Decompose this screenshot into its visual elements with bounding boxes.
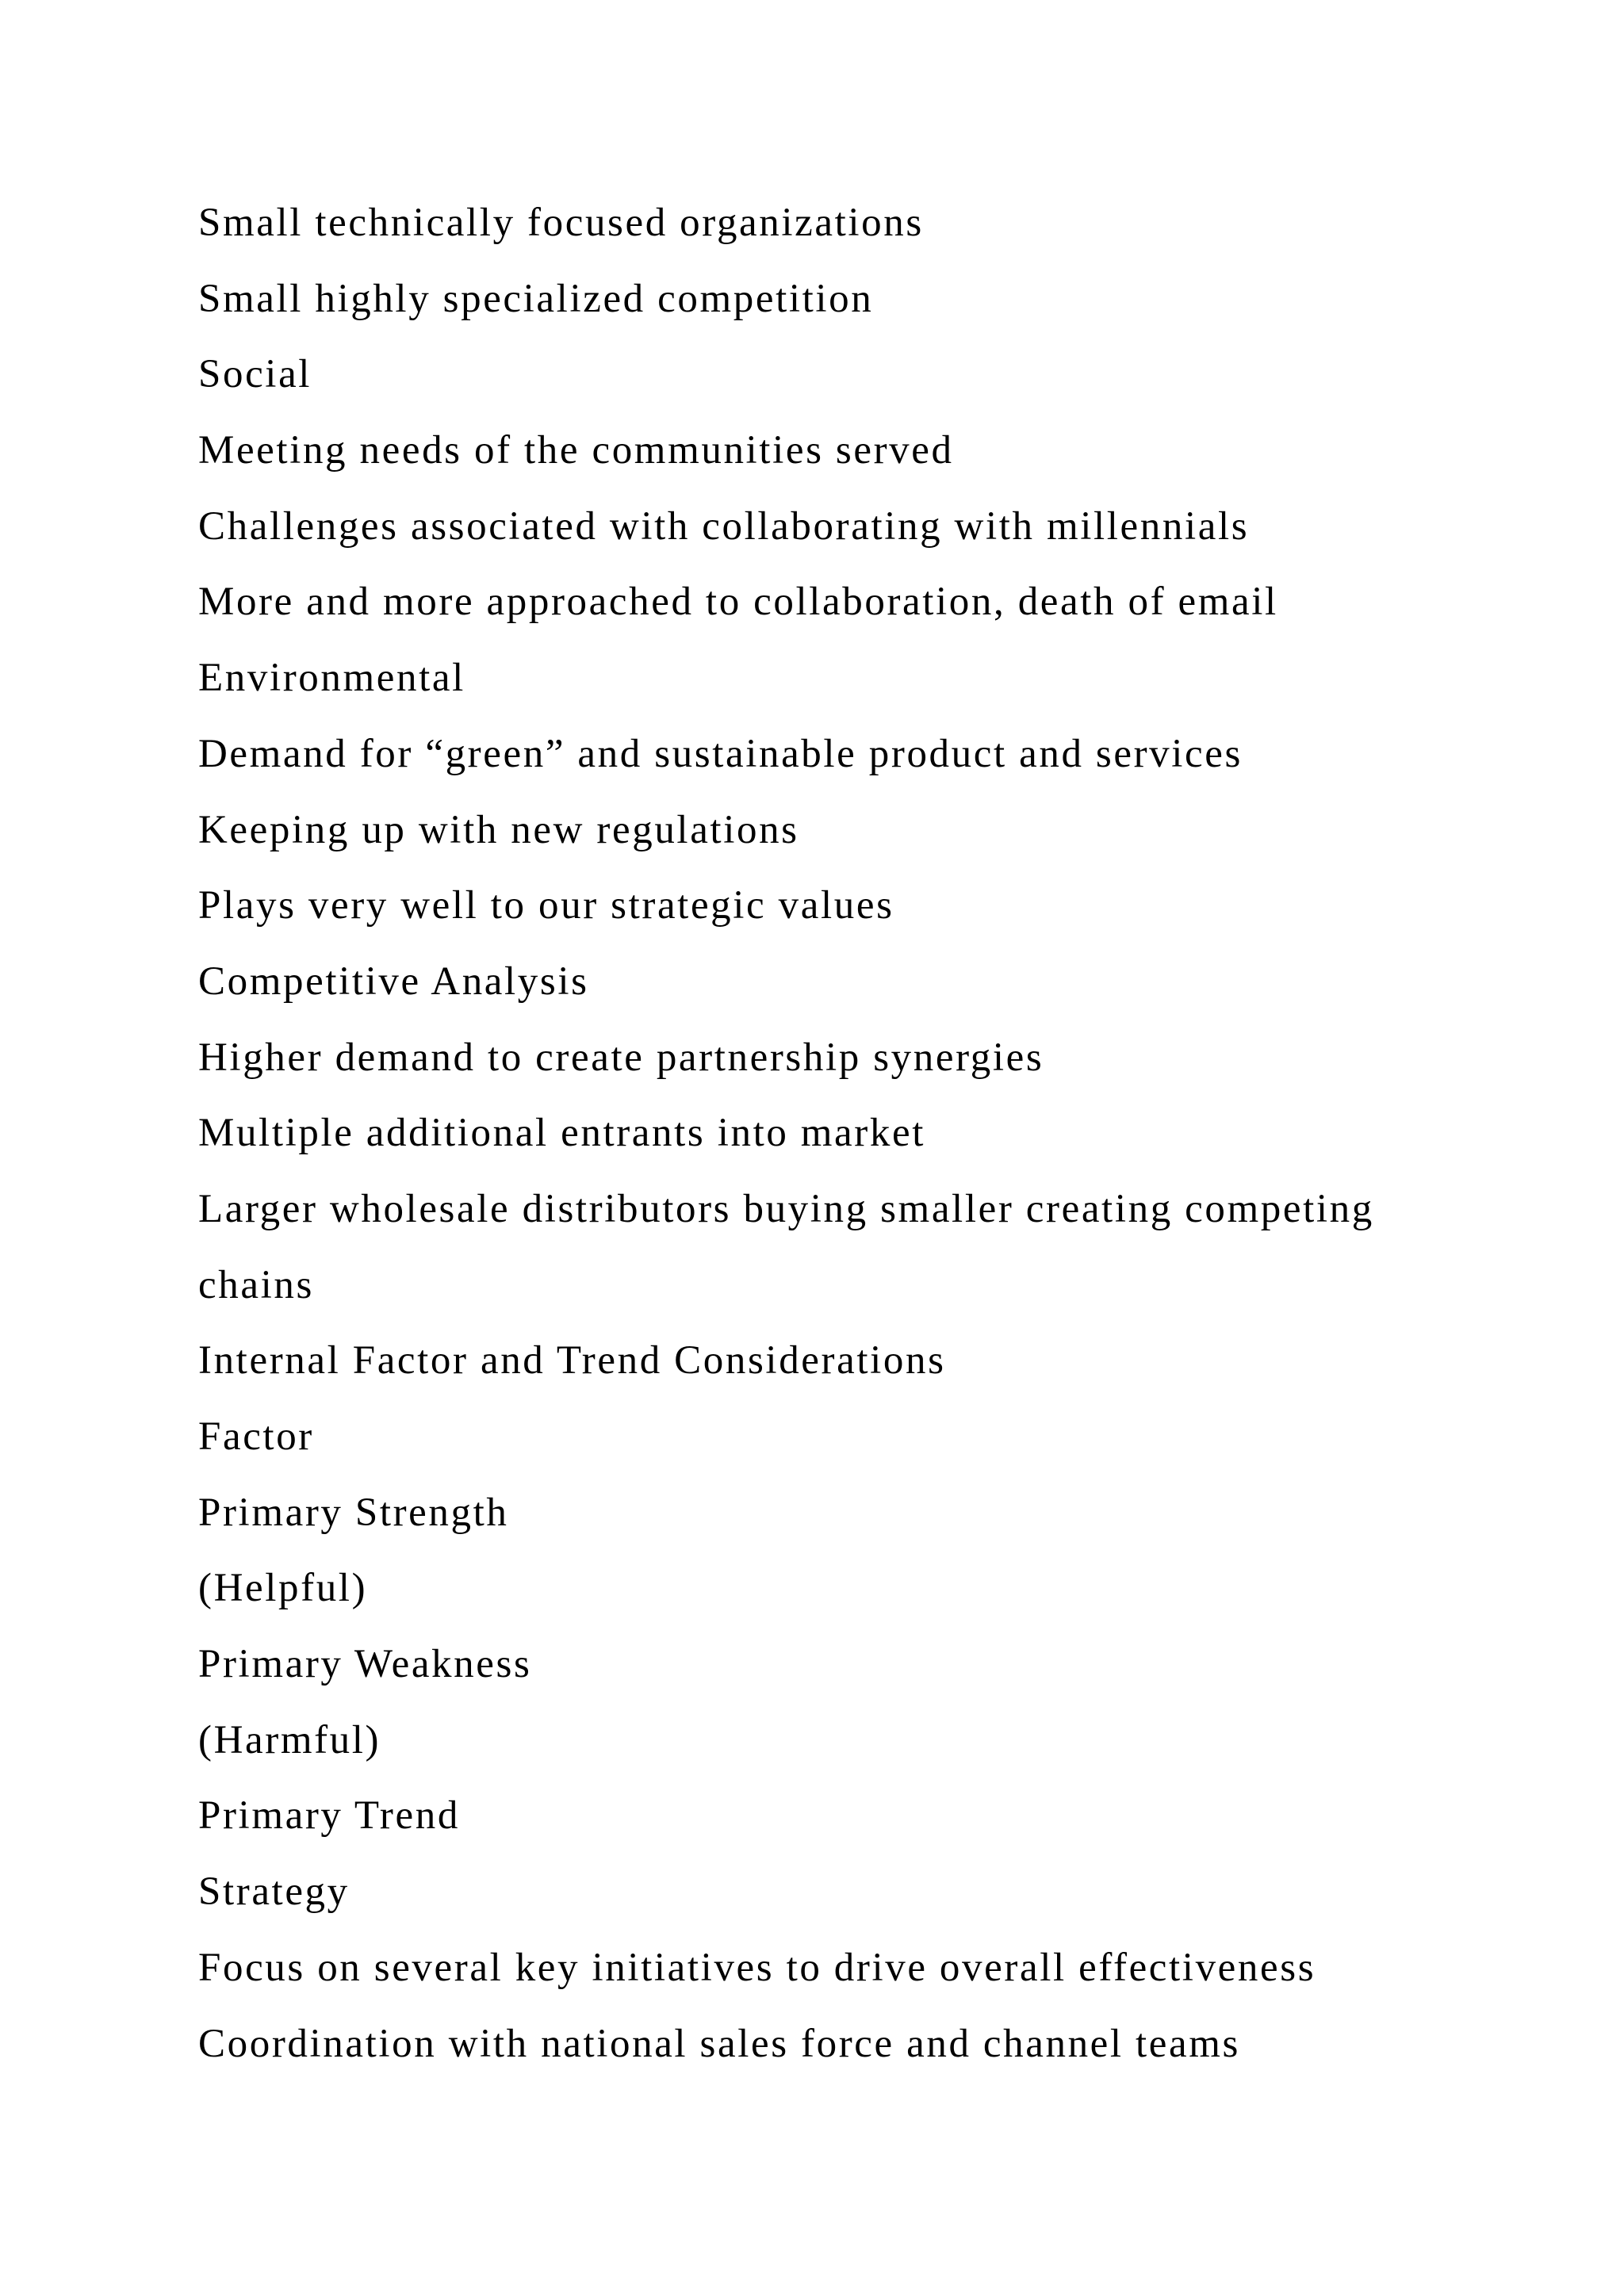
section-heading-internal-factors: Internal Factor and Trend Considerations xyxy=(198,1338,946,1383)
table-header-primary-trend: Primary Trend xyxy=(198,1793,460,1839)
text-line: Focus on several key initiatives to drive overall effectiveness xyxy=(198,1945,1316,1990)
text-line: Plays very well to our strategic values xyxy=(198,883,894,928)
text-line: More and more approached to collaboration, death of email xyxy=(198,580,1278,625)
text-line: Multiple additional entrants into market xyxy=(198,1111,925,1156)
text-line: Demand for “green” and sustainable product and services xyxy=(198,731,1243,776)
table-header-factor: Factor xyxy=(198,1414,314,1459)
text-line: Higher demand to create partnership synergies xyxy=(198,1035,1044,1080)
section-heading-social: Social xyxy=(198,352,312,397)
text-line: Keeping up with new regulations xyxy=(198,807,799,852)
table-header-helpful: (Helpful) xyxy=(198,1566,368,1611)
table-header-harmful: (Harmful) xyxy=(198,1717,381,1762)
section-heading-environmental: Environmental xyxy=(198,656,465,701)
table-header-primary-weakness: Primary Weakness xyxy=(198,1642,532,1687)
text-line: Small highly specialized competition xyxy=(198,276,874,321)
text-line: Coordination with national sales force and channel teams xyxy=(198,2021,1240,2066)
text-line: Meeting needs of the communities served xyxy=(198,428,954,473)
text-line: chains xyxy=(198,1262,314,1307)
document-body xyxy=(198,186,1546,2082)
text-line: Challenges associated with collaborating with millennials xyxy=(198,503,1250,549)
table-header-primary-strength: Primary Strength xyxy=(198,1490,509,1535)
text-line: Small technically focused organizations xyxy=(198,201,924,245)
section-heading-competitive-analysis: Competitive Analysis xyxy=(198,959,589,1004)
text-line: Larger wholesale distributors buying smaller creating competing xyxy=(198,1186,1374,1231)
section-heading-strategy: Strategy xyxy=(198,1869,350,1915)
